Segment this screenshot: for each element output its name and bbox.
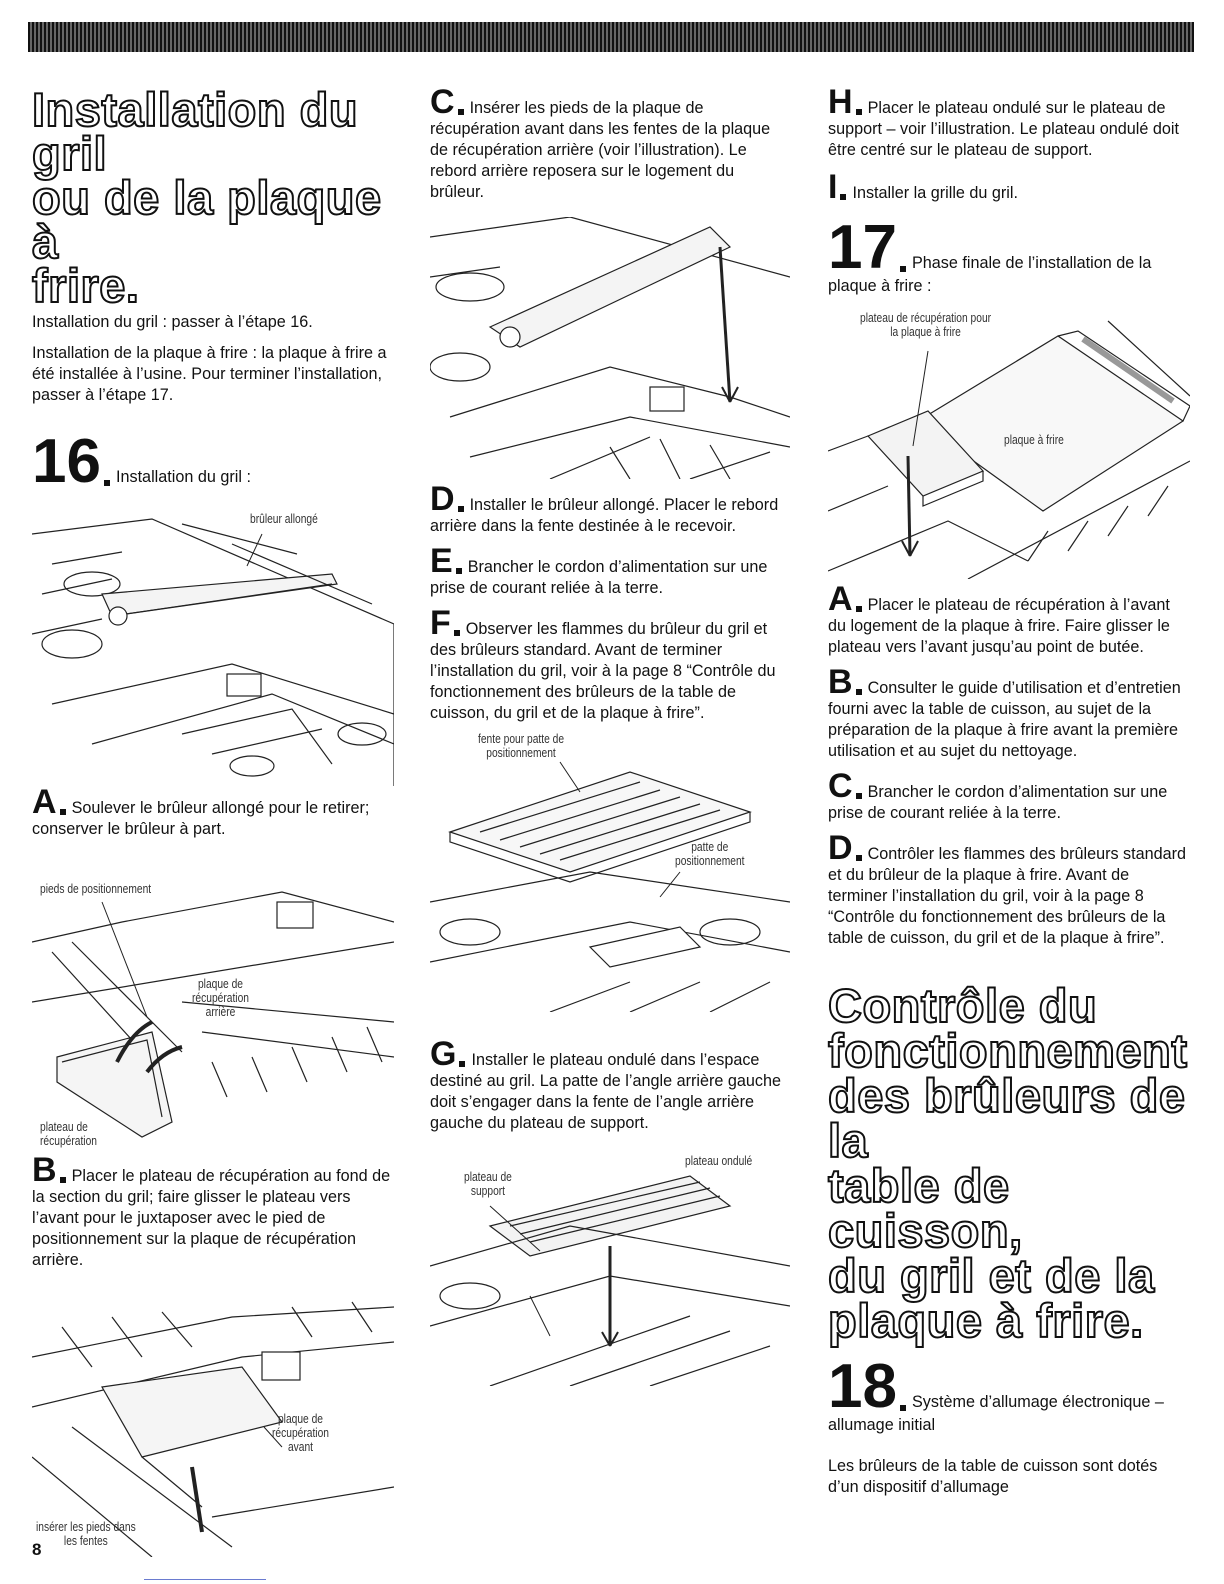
step-text: Installer le plateau ondulé dans l’espace destiné au gril. La patte de l’angle arrière gauche doit s’engager dans la fente de l’angle arrière gauche du plateau de support. <box>430 1051 781 1132</box>
step-letter: B <box>828 663 853 701</box>
step-16-F <box>430 604 790 724</box>
label-line: positionnement <box>486 746 556 760</box>
step-text: Brancher le cordon d’alimentation sur une prise de courant reliée à la terre. <box>430 558 768 597</box>
step-16-H <box>828 83 1190 161</box>
step-text: Insérer les pieds de la plaque de récupération avant dans les fentes de la plaque de récupération arrière (voir l’illustration). Le rebord arrière reposera sur le logement du brûleur. <box>430 99 771 201</box>
step-text: Placer le plateau ondulé sur le plateau de support – voir l’illustration. Le plateau ondulé doit être centré sur le plateau de support. <box>828 99 1179 159</box>
title-line: des brûleurs de la <box>828 1069 1186 1167</box>
section-title-installation <box>32 83 394 312</box>
label-long-burner: brûleur allongé <box>250 512 318 526</box>
figure-corrugated-tray <box>430 732 790 1012</box>
label-griddle-drip-tray <box>860 311 991 339</box>
step-17-B <box>828 663 1190 762</box>
step-letter: E <box>430 542 453 580</box>
column-left <box>32 83 394 1557</box>
label-line: positionnement <box>675 854 745 868</box>
step-16-A <box>32 783 394 840</box>
header-bar <box>28 22 1194 52</box>
step-16-I <box>828 168 1190 206</box>
label-line: arrière <box>205 1005 236 1019</box>
step-17-heading <box>828 213 1190 297</box>
step-text: Système d’allumage électronique – allumage initial <box>828 1393 1164 1434</box>
title-line: du gril et de la <box>828 1249 1155 1302</box>
label-line: plateau de récupération pour <box>860 311 992 325</box>
column-middle <box>430 83 790 1386</box>
label-line: support <box>470 1184 506 1198</box>
label-positioning-feet: pieds de positionnement <box>40 882 152 896</box>
step-letter: A <box>828 580 853 618</box>
title-line: plaque à frire. <box>828 1294 1144 1347</box>
step-text: Installer le brûleur allongé. Placer le rebord arrière dans la fente destinée à le recevoir. <box>430 496 779 535</box>
label-line: récupération <box>40 1134 97 1148</box>
step-text: Placer le plateau de récupération au fond de la section du gril; faire glisser le plateau vers l’avant pour le juxtaposer avec le pied de positionnement sur la plaque de récupération arrière. <box>32 1167 391 1269</box>
step-text: Installer la grille du gril. <box>852 184 1018 202</box>
label-line: les fentes <box>63 1534 108 1548</box>
label-line: avant <box>287 1440 314 1454</box>
intro-griddle: Installation de la plaque à frire : la plaque à frire a été installée à l’usine. Pour terminer l’installation, passer à l’étape 17. <box>32 344 387 404</box>
figure-front-drip-plate <box>32 1297 394 1557</box>
drip-installed-illustration <box>430 217 790 479</box>
step-letter: I <box>828 168 838 206</box>
step-text: Soulever le brûleur allongé pour le retirer; conserver le brûleur à part. <box>32 799 370 838</box>
label-front-drip-plate <box>272 1412 329 1454</box>
label-line: récupération <box>272 1426 329 1440</box>
label-line: récupération <box>192 991 249 1005</box>
label-support-tray <box>464 1170 512 1198</box>
step-number: 16 <box>32 427 101 496</box>
step-16-C <box>430 83 790 203</box>
label-line: plateau de <box>464 1170 512 1184</box>
step-16-heading <box>32 427 394 496</box>
step-number: 17 <box>828 213 897 282</box>
corrugated-tray-illustration <box>430 732 790 1012</box>
label-line: plateau de <box>40 1120 88 1134</box>
step-number: 18 <box>828 1352 897 1421</box>
step-text: Brancher le cordon d’alimentation sur une prise de courant reliée à la terre. <box>828 783 1168 822</box>
column-right <box>828 83 1190 1498</box>
label-drip-tray <box>40 1120 97 1148</box>
step-letter: D <box>430 480 455 518</box>
label-positioning-tab <box>675 840 745 868</box>
step-letter: A <box>32 783 57 821</box>
title-line: table de cuisson, <box>828 1159 1023 1257</box>
label-line: insérer les pieds dans <box>36 1520 136 1534</box>
step-17-A <box>828 580 1190 658</box>
step-letter: C <box>828 767 853 805</box>
step-17-C <box>828 767 1190 824</box>
title-line: fonctionnement <box>828 1024 1188 1077</box>
figure-long-burner <box>32 504 394 786</box>
step-16-B <box>32 1151 394 1271</box>
label-line: plaque de <box>277 1412 324 1426</box>
step-text: Contrôler les flammes des brûleurs standard et du brûleur de la plaque à frire. Avant de terminer l’installation du gril, voir à la page 8 “Contrôle du fonctionnement des brûleurs de la table de cuisson, du gril et de la plaque à frire”. <box>828 845 1187 947</box>
label-line: plaque de <box>197 977 244 991</box>
step-text: Consulter le guide d’utilisation et d’entretien fourni avec la table de cuisson, au sujet de la préparation de la plaque à frire avant la première utilisation et au sujet du nettoyage. <box>828 679 1181 760</box>
step-text: Installation du gril : <box>115 468 251 486</box>
label-insert-feet <box>36 1520 136 1548</box>
step-letter: G <box>430 1035 457 1073</box>
step-letter: B <box>32 1151 57 1189</box>
step-letter: H <box>828 83 853 121</box>
label-rear-drip-plate <box>192 977 249 1019</box>
step-17-D <box>828 829 1190 949</box>
grill-burner-illustration <box>32 504 394 786</box>
step-16-D <box>430 480 790 537</box>
figure-drip-plate-installed <box>430 217 790 479</box>
title-line: Contrôle du <box>828 979 1098 1032</box>
label-line: patte de <box>691 840 729 854</box>
title-line: frire. <box>32 259 140 312</box>
figure-griddle <box>828 311 1190 579</box>
step-text: Placer le plateau de récupération à l’avant du logement de la plaque à frire. Faire glisser le plateau vers l’avant jusqu’au point de butée. <box>828 596 1170 656</box>
label-line: la plaque à frire <box>890 325 961 339</box>
step-18-heading <box>828 1352 1190 1436</box>
footer-rule <box>144 1579 266 1580</box>
section-title-burner-check <box>828 979 1190 1347</box>
front-drip-illustration <box>32 1297 394 1557</box>
step-16-G <box>430 1035 790 1134</box>
figure-support-tray <box>430 1146 790 1386</box>
step-18-paragraph: Les brûleurs de la table de cuisson sont dotés d’un dispositif d’allumage <box>828 1457 1158 1496</box>
step-letter: D <box>828 829 853 867</box>
step-16-E <box>430 542 790 599</box>
step-text: Observer les flammes du brûleur du gril et des brûleurs standard. Avant de terminer l’installation du gril, voir à la page 8 “Contrôle du fonctionnement des brûleurs de la table de cuisson, du gril et de la plaque à frire”. <box>430 620 776 722</box>
title-line: ou de la plaque à <box>32 171 382 268</box>
label-corrugated-tray: plateau ondulé <box>685 1154 753 1168</box>
intro-grill: Installation du gril : passer à l’étape 16. <box>32 313 313 331</box>
title-line: Installation du gril <box>32 83 359 180</box>
label-tab-slot <box>478 732 564 760</box>
label-griddle: plaque à frire <box>1004 433 1064 447</box>
step-letter: C <box>430 83 455 121</box>
label-line: fente pour patte de <box>478 732 565 746</box>
step-text: Phase finale de l’installation de la plaque à frire : <box>828 254 1152 295</box>
step-letter: F <box>430 604 451 642</box>
figure-rear-drip-plate <box>32 882 394 1152</box>
page-number: 8 <box>32 1540 42 1559</box>
